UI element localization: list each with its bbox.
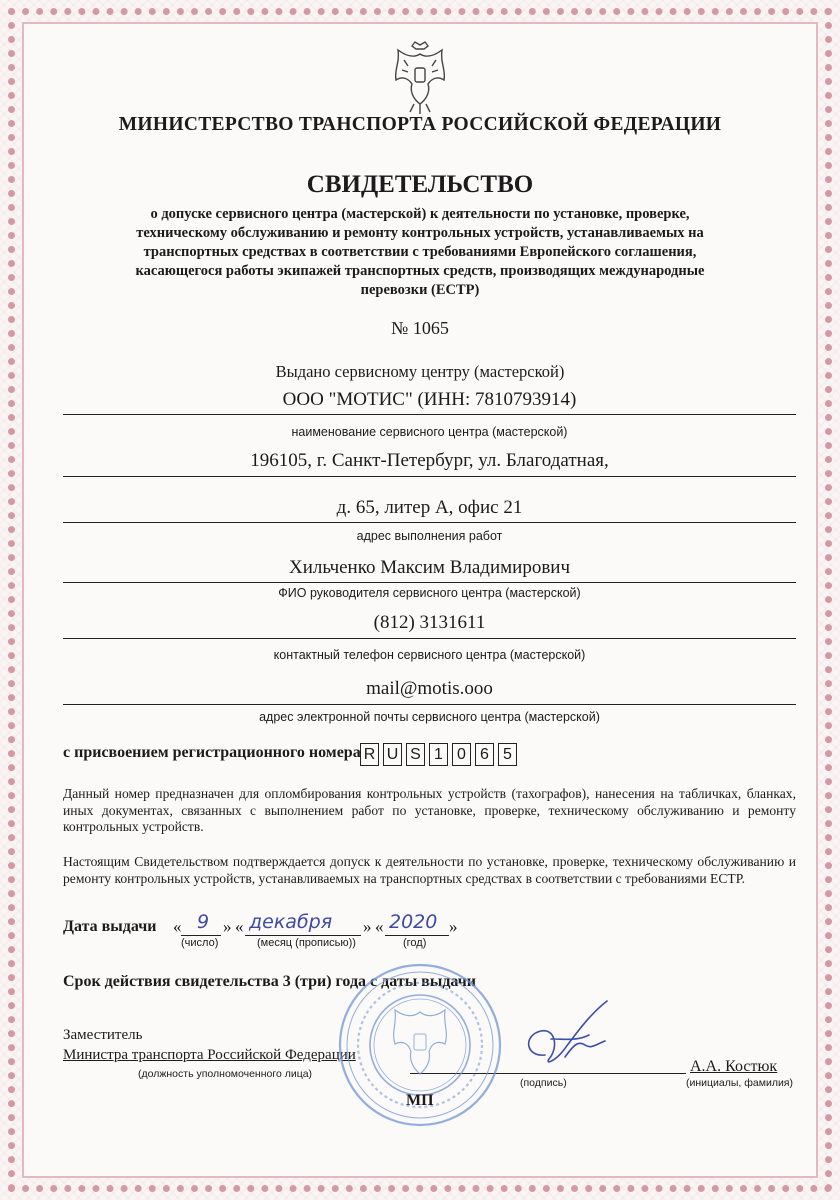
email-caption: адрес электронной почты сервисного центра (мастерской) (259, 710, 600, 724)
subtitle-line: техническому обслуживанию и ремонту контрольных устройств, устанавливаемых на (136, 225, 704, 241)
address-line-2: д. 65, литер А, офис 21 (336, 497, 523, 518)
double-headed-eagle-emblem-icon (384, 40, 456, 116)
registration-number-boxes (360, 743, 517, 766)
subtitle-line: о допуске сервисного центра (мастерской) к деятельности по установке, проверке, (150, 206, 690, 222)
issue-date-row (63, 911, 543, 957)
fill-line (63, 582, 796, 583)
address-line-1: 196105, г. Санкт-Петербург, ул. Благодатная, (250, 450, 609, 471)
signatory-name-caption: (инициалы, фамилия) (686, 1077, 793, 1089)
position-line-1: Заместитель (63, 1027, 143, 1043)
subtitle-line: транспортных средствах в соответствии с требованиями Европейского соглашения, (143, 244, 697, 260)
registration-char: R (360, 743, 379, 766)
fill-line (63, 704, 796, 705)
underline (385, 935, 449, 936)
quote-close: » (363, 917, 372, 936)
subtitle-line: перевозки (ЕСТР) (360, 282, 480, 298)
issue-month: декабря (249, 911, 333, 933)
signature-caption: (подпись) (520, 1077, 567, 1089)
registration-char: 1 (429, 743, 448, 766)
position-line-2: Министра транспорта Российской Федерации (63, 1047, 356, 1063)
underline (181, 935, 221, 936)
fill-line (63, 638, 796, 639)
registration-char: 5 (498, 743, 517, 766)
address-caption: адрес выполнения работ (356, 529, 503, 543)
certificate-number: № 1065 (391, 318, 449, 338)
quote-open: « (173, 917, 182, 936)
document-subtitle (130, 205, 710, 300)
document-title: СВИДЕТЕЛЬСТВО (306, 171, 534, 198)
confirmation-paragraph: Настоящим Свидетельством подтверждается допуск к деятельности по установке, проверке, техническому обслуживанию и ремонту контрольных устройств, устанавливаемых на транспортных средствах в соответствии с требованиями ЕСТР. (63, 854, 796, 886)
registration-char: U (383, 743, 402, 766)
handwritten-signature (515, 995, 625, 1075)
quote-close: » (223, 917, 232, 936)
quote-open: « (235, 917, 244, 936)
day-caption: (число) (181, 937, 219, 949)
purpose-paragraph: Данный номер предназначен для опломбирования контрольных устройств (тахографов), нанесения на табличках, бланках, иных документах, связанных с выполнением работ по установке, проверке, техническому обслуживанию и ремонту контрольных устройств. (63, 786, 796, 834)
position-caption: (должность уполномоченного лица) (138, 1068, 313, 1080)
fill-line (63, 476, 796, 477)
contact-phone: (812) 3131611 (373, 612, 486, 633)
registration-char: 0 (452, 743, 471, 766)
underline (245, 935, 361, 936)
subtitle-line: касающегося работы экипажей транспортных средств, производящих международные (135, 263, 705, 279)
seal-place-label: МП (406, 1092, 434, 1109)
head-full-name: Хильченко Максим Владимирович (288, 557, 571, 578)
month-caption: (месяц (прописью)) (257, 937, 356, 949)
issue-day: 9 (197, 911, 210, 933)
issue-date-label: Дата выдачи (63, 918, 157, 935)
registration-char: S (406, 743, 425, 766)
head-caption: ФИО руководителя сервисного центра (мастерской) (278, 586, 581, 600)
service-center-name: ООО "МОТИС" (ИНН: 7810793914) (282, 389, 577, 410)
registration-char: 6 (475, 743, 494, 766)
contact-email: mail@motis.ooo (366, 678, 493, 699)
registration-label: с присвоением регистрационного номера (63, 744, 361, 761)
signatory-name: А.А. Костюк (690, 1058, 778, 1075)
ministry-title: МИНИСТЕРСТВО ТРАНСПОРТА РОССИЙСКОЙ ФЕДЕРАЦИИ (118, 114, 722, 135)
service-center-name-caption: наименование сервисного центра (мастерской) (291, 425, 568, 439)
quote-open: « (375, 917, 384, 936)
issue-year: 2020 (389, 911, 438, 933)
fill-line (63, 414, 796, 415)
year-caption: (год) (403, 937, 427, 949)
phone-caption: контактный телефон сервисного центра (мастерской) (273, 648, 586, 662)
quote-close: » (449, 917, 458, 936)
validity-period: Срок действия свидетельства 3 (три) года с даты выдачи (63, 973, 477, 990)
issued-to-label: Выдано сервисному центру (мастерской) (275, 362, 565, 381)
fill-line (63, 522, 796, 523)
